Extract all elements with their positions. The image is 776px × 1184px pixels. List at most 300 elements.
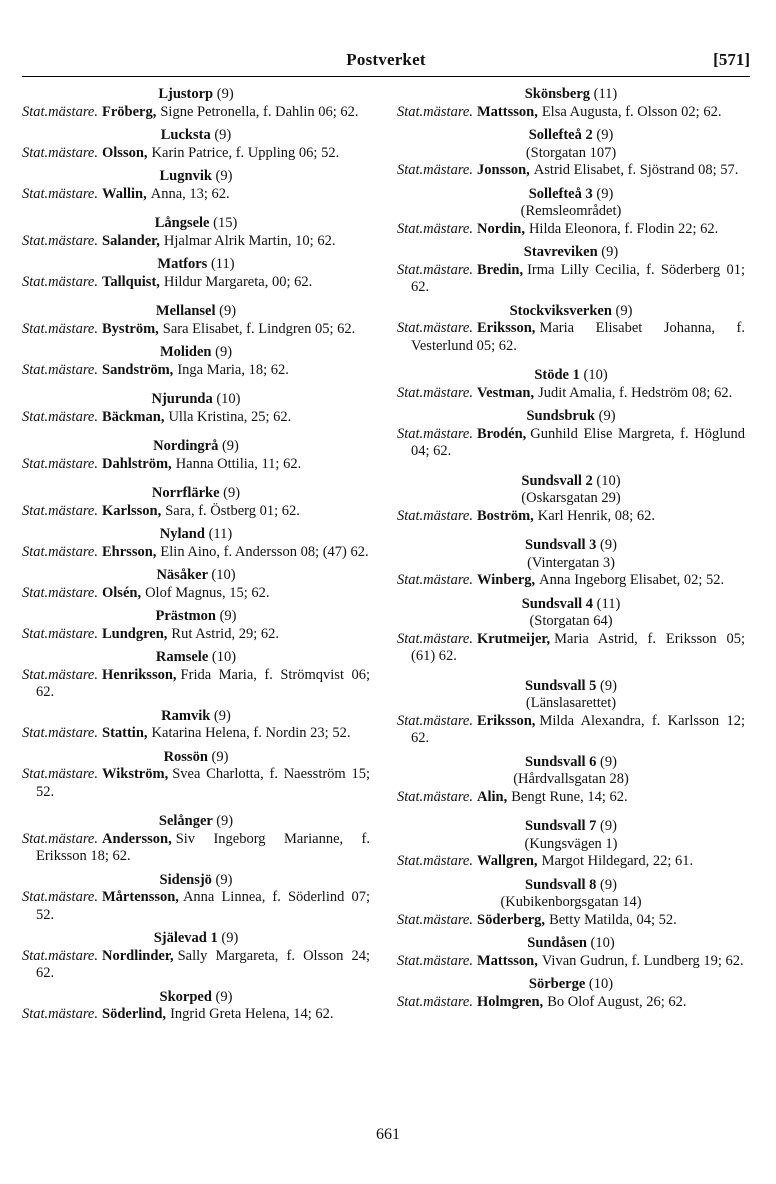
place-name: Sidensjö — [159, 871, 212, 888]
directory-entry — [397, 367, 745, 402]
staff-details: Olof Magnus, 15; 62. — [145, 584, 270, 601]
staff-details: Hanna Ottilia, 11; 62. — [175, 455, 302, 472]
place-class: (9) — [600, 818, 617, 834]
staff-line — [22, 233, 370, 251]
place-heading — [22, 989, 370, 1007]
staff-surname: Bäckman, — [102, 408, 165, 425]
directory-entry — [397, 244, 745, 297]
directory-entry — [397, 186, 745, 239]
place-heading — [397, 186, 745, 204]
place-class: (9) — [216, 86, 234, 102]
staff-role: Stat.mästare. — [22, 455, 98, 472]
place-class: (9) — [211, 748, 229, 765]
directory-entry — [22, 303, 370, 338]
staff-role: Stat.mästare. — [397, 911, 473, 928]
staff-role: Stat.mästare. — [22, 584, 98, 601]
staff-role: Stat.mästare. — [397, 853, 473, 869]
directory-entry — [22, 256, 370, 291]
staff-surname: Sandström, — [102, 361, 174, 378]
place-heading — [22, 930, 370, 948]
staff-surname: Olsén, — [102, 584, 142, 601]
directory-entry — [22, 438, 370, 473]
place-name: Nyland — [159, 526, 205, 542]
place-heading — [397, 818, 745, 836]
staff-surname: Holmgren, — [477, 993, 544, 1010]
staff-details: Sara, f. Östberg 01; 62. — [165, 502, 300, 519]
directory-entry — [22, 708, 370, 743]
staff-role: Stat.mästare. — [397, 788, 473, 805]
place-name: Selånger — [158, 813, 213, 829]
staff-line — [397, 912, 745, 930]
staff-role: Stat.mästare. — [22, 232, 98, 249]
staff-role: Stat.mästare. — [22, 625, 98, 642]
staff-details: Irma Lilly Cecilia, f. Söderberg 01; 62. — [411, 261, 745, 295]
directory-entry — [22, 813, 370, 866]
staff-surname: Wikström, — [102, 766, 169, 782]
staff-details: Frida Maria, f. Strömqvist 06; 62. — [36, 666, 370, 700]
staff-line — [22, 145, 370, 163]
place-address: (Kungsvägen 1) — [524, 835, 618, 852]
place-name: Sundsvall 8 — [525, 876, 597, 893]
staff-role: Stat.mästare. — [397, 952, 473, 969]
staff-details: Signe Petronella, f. Dahlin 06; 62. — [160, 103, 359, 120]
staff-surname: Salander, — [102, 232, 160, 249]
staff-role: Stat.mästare. — [22, 666, 98, 683]
directory-entry — [22, 391, 370, 426]
directory-entry — [22, 485, 370, 520]
staff-line — [397, 789, 745, 807]
place-heading — [397, 935, 745, 953]
staff-role: Stat.mästare. — [397, 993, 473, 1010]
directory-entry — [397, 86, 745, 121]
staff-surname: Wallin, — [102, 185, 147, 202]
place-class: (9) — [221, 438, 239, 454]
running-title: Postverket — [346, 50, 426, 69]
place-name: Sundsvall 5 — [525, 677, 597, 694]
place-class: (9) — [600, 876, 617, 893]
staff-details: Anna Ingeborg Elisabet, 02; 52. — [539, 572, 725, 588]
place-class: (9) — [600, 677, 617, 694]
directory-entry — [397, 537, 745, 590]
directory-entry — [22, 168, 370, 203]
place-heading — [397, 678, 745, 696]
staff-surname: Mårtensson, — [102, 889, 179, 905]
place-class: (10) — [588, 976, 614, 992]
staff-role: Stat.mästare. — [22, 947, 98, 964]
place-heading — [22, 303, 370, 321]
staff-surname: Lundgren, — [102, 625, 168, 642]
section-page-number: [571] — [713, 50, 750, 69]
staff-line — [22, 456, 370, 474]
place-name: Ljustorp — [158, 86, 214, 102]
staff-role: Stat.mästare. — [397, 572, 473, 588]
directory-entry — [397, 877, 745, 930]
staff-surname: Olsson, — [102, 144, 148, 161]
place-heading — [397, 244, 745, 262]
place-heading — [22, 215, 370, 233]
staff-details: Sara Elisabet, f. Lindgren 05; 62. — [162, 320, 356, 337]
place-address: (Oskarsgatan 29) — [521, 490, 621, 506]
staff-line — [22, 409, 370, 427]
staff-role: Stat.mästare. — [22, 273, 98, 290]
staff-role: Stat.mästare. — [22, 543, 98, 560]
place-class: (10) — [590, 935, 615, 951]
place-heading — [22, 526, 370, 544]
staff-role: Stat.mästare. — [397, 162, 473, 178]
staff-details: Rut Astrid, 29; 62. — [171, 625, 279, 642]
staff-details: Margot Hildegard, 22; 61. — [541, 853, 694, 869]
page-header — [22, 50, 750, 77]
directory-entry — [397, 678, 745, 748]
place-name: Sundsvall 7 — [525, 818, 597, 834]
staff-line — [22, 362, 370, 380]
staff-details: Anna, 13; 62. — [150, 185, 230, 202]
staff-line — [22, 948, 370, 983]
place-name: Stockviksverken — [509, 302, 612, 319]
staff-details: Elsa Augusta, f. Olsson 02; 62. — [541, 103, 722, 120]
staff-role: Stat.mästare. — [397, 712, 473, 729]
place-heading — [397, 367, 745, 385]
staff-surname: Stattin, — [102, 725, 148, 741]
staff-line — [22, 889, 370, 924]
directory-entry — [22, 567, 370, 602]
staff-line — [397, 426, 745, 461]
place-name: Sundsbruk — [526, 408, 595, 424]
place-class: (9) — [596, 127, 614, 143]
directory-entry — [397, 127, 745, 180]
place-address: (Kubikenborgsgatan 14) — [500, 894, 642, 910]
directory-entry — [397, 818, 745, 871]
place-class: (9) — [219, 608, 237, 624]
directory-entry — [397, 935, 745, 970]
staff-role: Stat.mästare. — [22, 830, 98, 847]
staff-role: Stat.mästare. — [22, 725, 98, 741]
staff-line — [397, 320, 745, 355]
staff-role: Stat.mästare. — [397, 507, 473, 524]
place-heading — [397, 86, 745, 104]
place-name: Prästmon — [155, 608, 216, 624]
staff-line — [22, 585, 370, 603]
place-name: Nordingrå — [153, 438, 219, 454]
staff-line — [397, 508, 745, 526]
staff-details: Karl Henrik, 08; 62. — [537, 507, 655, 524]
directory-entry — [22, 749, 370, 802]
staff-line — [22, 503, 370, 521]
staff-line — [22, 274, 370, 292]
place-name: Stöde 1 — [534, 367, 580, 383]
place-class: (9) — [219, 303, 237, 319]
staff-role: Stat.mästare. — [22, 408, 98, 425]
staff-surname: Fröberg, — [102, 103, 157, 120]
staff-details: Elin Aino, f. Andersson 08; (47) 62. — [160, 543, 369, 560]
place-class: (9) — [615, 302, 633, 319]
place-name: Moliden — [159, 344, 212, 360]
staff-details: Hilda Eleonora, f. Flodin 22; 62. — [528, 220, 719, 237]
place-class: (9) — [600, 537, 617, 553]
place-address: (Storgatan 64) — [529, 613, 613, 629]
staff-details: Ingrid Greta Helena, 14; 62. — [170, 1006, 334, 1022]
staff-line — [397, 853, 745, 871]
place-name: Sörberge — [528, 976, 586, 992]
place-name: Lucksta — [160, 127, 211, 143]
place-class: (9) — [598, 408, 616, 424]
directory-entry — [397, 408, 745, 461]
staff-surname: Henriksson, — [102, 666, 177, 683]
place-name: Lugnvik — [159, 168, 212, 184]
staff-surname: Winberg, — [477, 572, 536, 588]
staff-details: Siv Ingeborg Marianne, f. Eriksson 18; 62. — [36, 830, 370, 864]
directory-entry — [22, 649, 370, 702]
staff-details: Betty Matilda, 04; 52. — [549, 911, 677, 928]
place-name: Långsele — [154, 215, 210, 231]
staff-surname: Boström, — [477, 507, 534, 524]
place-name: Njurunda — [151, 391, 213, 407]
place-name: Ramsele — [155, 649, 209, 665]
staff-role: Stat.mästare. — [22, 766, 98, 782]
staff-surname: Ehrsson, — [102, 543, 157, 560]
place-name: Sollefteå 3 — [528, 185, 593, 202]
staff-surname: Vestman, — [477, 384, 535, 401]
staff-details: Maria Astrid, f. Eriksson 05; (61) 62. — [411, 630, 745, 664]
place-heading — [397, 976, 745, 994]
staff-details: Hjalmar Alrik Martin, 10; 62. — [163, 232, 336, 249]
place-heading — [397, 877, 745, 895]
place-class: (9) — [216, 813, 234, 829]
staff-role: Stat.mästare. — [397, 425, 473, 442]
staff-details: Judit Amalia, f. Hedström 08; 62. — [538, 384, 733, 401]
staff-line — [397, 262, 745, 297]
place-class: (9) — [601, 244, 619, 260]
place-class: (9) — [600, 753, 617, 770]
staff-surname: Karlsson, — [102, 502, 162, 519]
staff-details: Bengt Rune, 14; 62. — [511, 788, 628, 805]
staff-role: Stat.mästare. — [397, 261, 473, 278]
place-name: Sollefteå 2 — [528, 127, 593, 143]
place-address: (Vintergatan 3) — [527, 554, 615, 571]
place-class: (11) — [208, 526, 233, 542]
place-heading — [22, 567, 370, 585]
right-column — [397, 86, 745, 1017]
place-class: (10) — [211, 649, 237, 665]
place-name: Själevad 1 — [153, 930, 218, 946]
directory-entry — [397, 303, 745, 356]
staff-surname: Alin, — [477, 788, 508, 805]
place-name: Skönsberg — [524, 86, 591, 102]
staff-details: Sally Margareta, f. Olsson 24; 62. — [36, 947, 370, 981]
place-class: (9) — [221, 930, 239, 946]
place-heading — [22, 872, 370, 890]
place-name: Näsåker — [156, 567, 208, 583]
staff-line — [22, 831, 370, 866]
left-column — [22, 86, 370, 1030]
staff-role: Stat.mästare. — [397, 220, 473, 237]
directory-entry — [22, 127, 370, 162]
place-class: (10) — [596, 472, 621, 489]
place-heading — [397, 537, 745, 555]
staff-surname: Andersson, — [102, 830, 172, 847]
staff-role: Stat.mästare. — [397, 320, 473, 336]
staff-surname: Byström, — [102, 320, 159, 337]
directory-entry — [22, 989, 370, 1024]
place-class: (9) — [215, 344, 233, 360]
staff-surname: Jonsson, — [477, 162, 530, 178]
place-heading — [397, 754, 745, 772]
place-class: (9) — [215, 871, 233, 888]
page-number: 661 — [376, 1126, 400, 1143]
place-name: Ramvik — [161, 707, 211, 724]
place-heading — [397, 408, 745, 426]
staff-role: Stat.mästare. — [22, 103, 98, 120]
place-heading — [22, 649, 370, 667]
staff-details: Astrid Elisabet, f. Sjöstrand 08; 57. — [533, 162, 739, 178]
staff-line — [397, 385, 745, 403]
place-class: (9) — [215, 168, 233, 184]
staff-details: Hildur Margareta, 00; 62. — [163, 273, 313, 290]
place-name: Norrflärke — [151, 485, 220, 501]
staff-details: Karin Patrice, f. Uppling 06; 52. — [151, 144, 340, 161]
place-heading — [22, 86, 370, 104]
staff-line — [22, 1006, 370, 1024]
place-class: (9) — [213, 707, 231, 724]
staff-line — [22, 626, 370, 644]
place-heading — [22, 344, 370, 362]
staff-role: Stat.mästare. — [22, 889, 98, 905]
place-address: (Remsleområdet) — [520, 203, 622, 219]
staff-details: Anna Linnea, f. Söderlind 07; 52. — [36, 889, 370, 923]
place-class: (10) — [216, 391, 241, 407]
staff-details: Gunhild Elise Margreta, f. Höglund 04; 62. — [411, 425, 745, 459]
staff-role: Stat.mästare. — [22, 320, 98, 337]
place-heading — [22, 391, 370, 409]
staff-surname: Eriksson, — [477, 712, 536, 729]
directory-entry — [397, 754, 745, 807]
staff-role: Stat.mästare. — [22, 144, 98, 161]
staff-line — [397, 221, 745, 239]
staff-details: Katarina Helena, f. Nordin 23; 52. — [151, 725, 351, 741]
staff-line — [22, 544, 370, 562]
place-heading — [22, 749, 370, 767]
staff-role: Stat.mästare. — [22, 502, 98, 519]
place-address: (Länslasarettet) — [525, 695, 617, 711]
place-class: (11) — [593, 86, 618, 102]
staff-surname: Mattsson, — [477, 952, 538, 969]
staff-line — [397, 162, 745, 180]
staff-role: Stat.mästare. — [22, 185, 98, 202]
staff-role: Stat.mästare. — [397, 103, 473, 120]
directory-entry — [22, 526, 370, 561]
staff-details: Bo Olof August, 26; 62. — [547, 993, 687, 1010]
directory-entry — [397, 976, 745, 1011]
staff-surname: Wallgren, — [477, 853, 538, 869]
staff-surname: Söderlind, — [102, 1006, 167, 1022]
place-name: Skorped — [159, 988, 212, 1005]
place-address: (Hårdvallsgatan 28) — [513, 771, 629, 787]
place-heading — [22, 127, 370, 145]
staff-details: Maria Elisabet Johanna, f. Vesterlund 05; 62. — [411, 320, 745, 354]
staff-line — [22, 725, 370, 743]
staff-surname: Mattsson, — [477, 103, 538, 120]
directory-entry — [22, 215, 370, 250]
staff-line — [397, 631, 745, 666]
place-heading — [22, 708, 370, 726]
place-name: Rossön — [163, 748, 208, 765]
place-class: (10) — [583, 367, 608, 383]
place-class: (9) — [223, 485, 241, 501]
place-class: (9) — [596, 185, 614, 202]
staff-line — [22, 321, 370, 339]
place-heading — [22, 813, 370, 831]
directory-entry — [22, 86, 370, 121]
staff-surname: Tallquist, — [102, 273, 160, 290]
staff-line — [397, 104, 745, 122]
place-address: (Storgatan 107) — [525, 144, 617, 161]
staff-line — [22, 766, 370, 801]
staff-line — [22, 186, 370, 204]
staff-line — [397, 953, 745, 971]
staff-line — [22, 104, 370, 122]
staff-line — [397, 713, 745, 748]
staff-details: Vivan Gudrun, f. Lundberg 19; 62. — [541, 952, 744, 969]
place-name: Sundsvall 3 — [525, 537, 597, 553]
staff-role: Stat.mästare. — [22, 1006, 98, 1022]
place-heading — [22, 168, 370, 186]
place-name: Stavreviken — [523, 244, 598, 260]
directory-entry — [22, 608, 370, 643]
staff-surname: Nordlinder, — [102, 947, 174, 964]
directory-entry — [397, 596, 745, 666]
staff-details: Ulla Kristina, 25; 62. — [168, 408, 292, 425]
place-heading — [397, 127, 745, 145]
staff-line — [397, 572, 745, 590]
place-name: Sundåsen — [527, 935, 587, 951]
place-heading — [22, 485, 370, 503]
place-class: (11) — [596, 595, 621, 612]
staff-details: Milda Alexandra, f. Karlsson 12; 62. — [411, 712, 745, 746]
staff-line — [22, 667, 370, 702]
place-heading — [22, 256, 370, 274]
staff-role: Stat.mästare. — [22, 361, 98, 378]
directory-entry — [22, 930, 370, 983]
staff-surname: Nordin, — [477, 220, 525, 237]
place-class: (10) — [211, 567, 236, 583]
place-name: Matfors — [157, 256, 208, 272]
place-name: Sundsvall 6 — [525, 753, 597, 770]
place-class: (9) — [214, 127, 232, 143]
place-name: Sundsvall 4 — [521, 595, 594, 612]
place-heading — [22, 438, 370, 456]
place-name: Mellansel — [155, 303, 216, 319]
directory-entry — [22, 872, 370, 925]
staff-details: Svea Charlotta, f. Naesström 15; 52. — [36, 766, 370, 800]
directory-entry — [22, 344, 370, 379]
staff-surname: Krutmeijer, — [477, 630, 551, 647]
place-class: (11) — [210, 256, 235, 272]
directory-entry — [397, 473, 745, 526]
staff-role: Stat.mästare. — [397, 384, 473, 401]
place-heading — [397, 473, 745, 491]
place-class: (15) — [213, 215, 238, 231]
staff-surname: Brodén, — [477, 425, 527, 442]
staff-surname: Söderberg, — [477, 911, 546, 928]
staff-surname: Bredin, — [477, 261, 524, 278]
place-name: Sundsvall 2 — [521, 472, 593, 489]
staff-details: Inga Maria, 18; 62. — [177, 361, 289, 378]
staff-line — [397, 994, 745, 1012]
staff-role: Stat.mästare. — [397, 630, 473, 647]
place-heading — [22, 608, 370, 626]
staff-surname: Eriksson, — [477, 320, 536, 336]
place-heading — [397, 303, 745, 321]
